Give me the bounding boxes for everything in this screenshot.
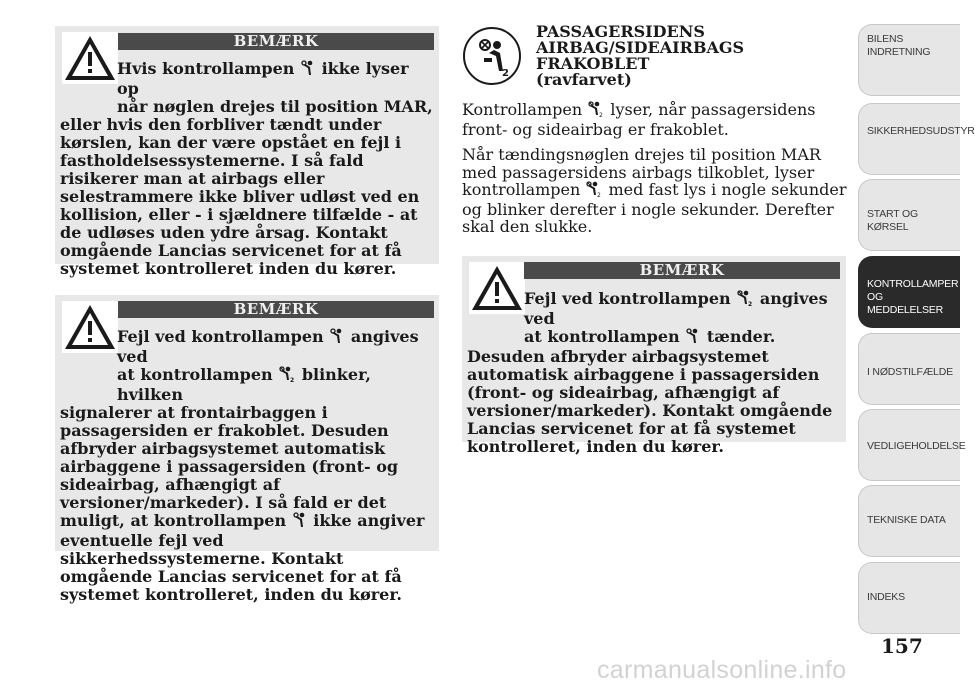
tab-label: BILENS bbox=[867, 33, 904, 45]
passenger-airbag-off-icon bbox=[462, 26, 522, 90]
passenger-airbag-off-icon bbox=[737, 290, 753, 310]
airbag-person-icon bbox=[293, 512, 307, 532]
svg-text:2: 2 bbox=[748, 301, 753, 308]
tab-label: TEKNISKE DATA bbox=[867, 514, 946, 526]
note-text: ikke angiver eventuelle fejl ved sikkerhedssystemerne. Kontakt omgående Lancias servicenet for at få systemet kontrolleret, inden du kører. bbox=[60, 511, 425, 604]
note-body bbox=[467, 290, 840, 456]
para-text: Når tændingsnøglen drejes til position MAR med passagersidens airbags tilkoblet, lyser kontrollampen bbox=[462, 145, 821, 199]
note-text: blinker, hvilken bbox=[117, 365, 371, 404]
title-line: (ravfarvet) bbox=[536, 70, 632, 89]
tab-label: SIKKERHEDSUDSTYR bbox=[867, 125, 975, 137]
para-text: lyser, når passagersidens front- og sideairbag er frakoblet. bbox=[462, 100, 816, 139]
note-text: angives ved bbox=[524, 289, 828, 328]
tab-label: START OG KØRSEL bbox=[867, 208, 918, 233]
tab-label: INDEKS bbox=[867, 591, 905, 603]
para-text: med fast lys i nogle sekunder og blinker derefter i nogle sekunder. Derefter skal den slukke. bbox=[462, 180, 847, 236]
svg-text:2: 2 bbox=[597, 192, 602, 199]
paragraph-2 bbox=[462, 146, 852, 236]
airbag-person-icon bbox=[330, 328, 344, 348]
title-line: AIRBAG/SIDEAIRBAGS FRAKOBLET bbox=[536, 38, 745, 73]
tab-tekniske-data[interactable] bbox=[858, 485, 960, 557]
warning-note-1 bbox=[55, 26, 439, 278]
note-text: eller hvis den forbliver tændt under kørslen, kan der være opstået en fejl i fastholdelsessystemerne. I så fald risikerer man at airbags eller selestrammere ikke bliver udløst ved en kollision, eller - i sjældnere tilfælde - at de udløses uden ydre årsag. Kontakt omgående Lancias servicenet for at få systemet kontrolleret inden du kører. bbox=[60, 115, 420, 278]
para-text: Kontrollampen bbox=[462, 100, 583, 119]
tab-indeks[interactable] bbox=[858, 562, 960, 634]
airbag-person-icon bbox=[686, 328, 700, 348]
watermark: carmanualsonline.info bbox=[597, 656, 847, 684]
note-body bbox=[60, 60, 433, 278]
note-text: at kontrollampen bbox=[117, 365, 273, 384]
note-text: Hvis kontrollampen bbox=[117, 59, 295, 78]
title-line: PASSAGERSIDENS bbox=[536, 22, 705, 41]
tab-label: KONTROLLAMPER bbox=[867, 278, 959, 290]
tab-start-og-korsel[interactable] bbox=[858, 179, 960, 251]
note-text: når nøglen drejes til position MAR, bbox=[117, 97, 433, 116]
note-text: Fejl ved kontrollampen bbox=[117, 327, 324, 346]
airbag-person-icon bbox=[301, 60, 315, 80]
warning-note-2 bbox=[55, 295, 439, 604]
paragraph-1 bbox=[462, 101, 852, 138]
section-title bbox=[536, 24, 856, 88]
note-text: at kontrollampen bbox=[524, 327, 680, 346]
note-text: Fejl ved kontrollampen bbox=[524, 289, 731, 308]
note-text: tænder. bbox=[706, 327, 776, 346]
svg-text:2: 2 bbox=[502, 68, 509, 79]
note-header: BEMÆRK bbox=[524, 262, 840, 279]
warning-note-3 bbox=[462, 256, 846, 456]
tab-bilens-indretning[interactable] bbox=[858, 24, 960, 96]
tab-label: OG MEDDELELSER bbox=[867, 291, 943, 316]
tab-kontrollamper[interactable] bbox=[858, 256, 960, 328]
note-text: ikke lyser op bbox=[117, 59, 409, 98]
note-body bbox=[60, 328, 433, 604]
note-text: Desuden afbryder airbagsystemet automatisk airbaggene i passagersiden (front- og sideairbag, afhængigt af versioner/markeder). Kontakt omgående Lancias servicenet for at få systemet kontrolleret, inden du kører. bbox=[467, 347, 833, 456]
tab-label: INDRETNING bbox=[867, 46, 931, 58]
note-text: angives ved bbox=[117, 327, 419, 366]
note-header: BEMÆRK bbox=[118, 33, 434, 50]
tab-label: I NØDSTILFÆLDE bbox=[867, 366, 953, 378]
svg-text:2: 2 bbox=[290, 377, 295, 384]
note-text: signalerer at frontairbaggen i passagersiden er frakoblet. Desuden afbryder airbagsystemet automatisk airbaggene i passagersiden (front- og sideairbag, afhængigt af versioner/markeder). I så fald er det muligt, at kontrollampen bbox=[60, 403, 399, 530]
tab-sikkerhedsudstyr[interactable] bbox=[858, 103, 975, 175]
passenger-airbag-off-icon bbox=[586, 181, 602, 201]
passenger-airbag-off-icon bbox=[588, 101, 604, 121]
passenger-airbag-off-icon bbox=[279, 366, 295, 386]
note-header: BEMÆRK bbox=[118, 301, 434, 318]
tab-vedligeholdelse[interactable] bbox=[858, 409, 966, 481]
page-number: 157 bbox=[881, 634, 923, 658]
svg-text:2: 2 bbox=[599, 112, 604, 119]
tab-label: VEDLIGEHOLDELSE bbox=[867, 440, 966, 452]
tab-i-nodstilfaelde[interactable] bbox=[858, 333, 960, 405]
